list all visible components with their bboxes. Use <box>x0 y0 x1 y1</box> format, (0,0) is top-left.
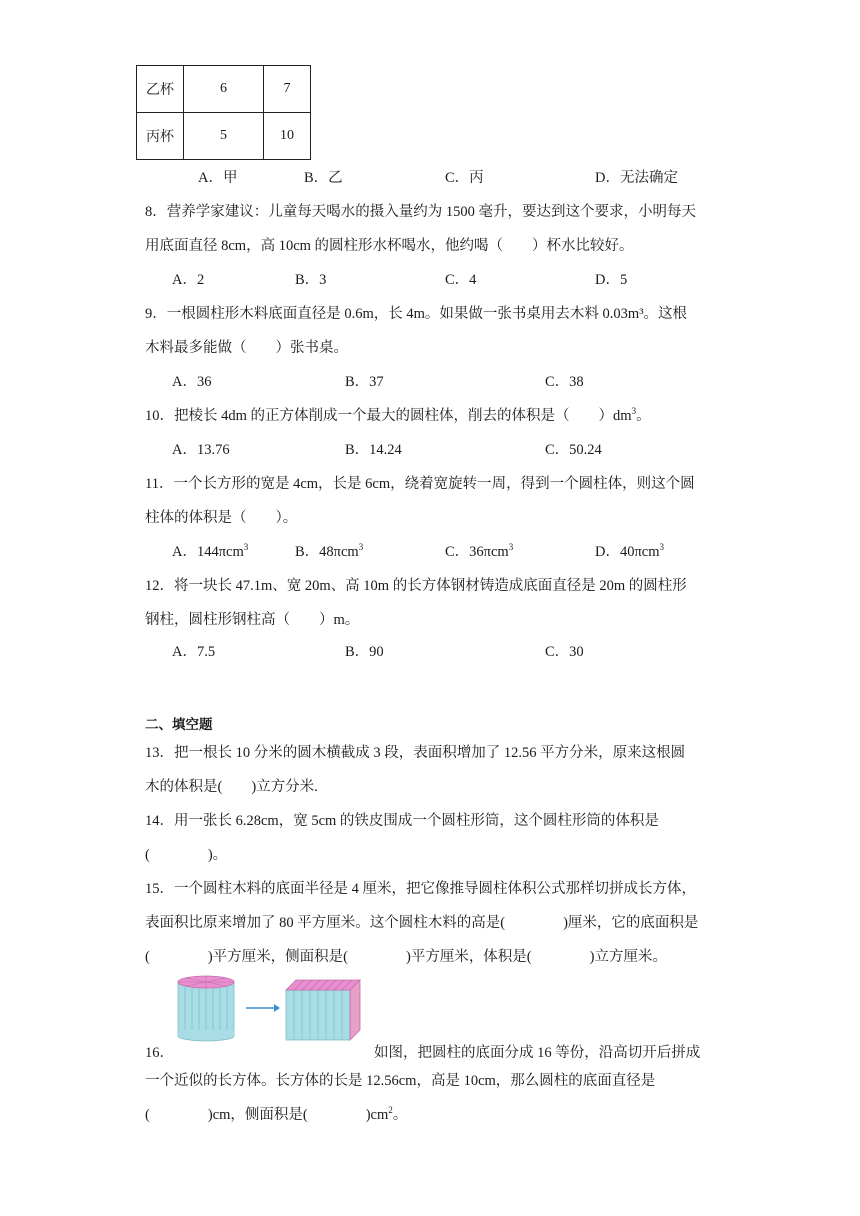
table-cell: 10 <box>264 113 311 160</box>
q11-option-b: B．48πcm$^3$ <box>295 542 364 560</box>
q9-line-2: 木料最多能做（ ）张书桌。 <box>145 340 348 356</box>
q14-line-2: ( )。 <box>145 847 228 863</box>
q10-option-a: A．13.76 <box>172 442 230 458</box>
q11-line-1: 11．一个长方形的宽是 4cm，长是 6cm，绕着宽旋转一周，得到一个圆柱体，则这个圆 <box>145 476 695 492</box>
q13-line-1: 13．把一根长 10 分米的圆木横截成 3 段，表面积增加了 12.56 平方分米，原来这根圆 <box>145 745 686 761</box>
table-cell: 7 <box>264 66 311 113</box>
q9-line-1: 9．一根圆柱形木料底面直径是 0.6m，长 4m。如果做一张书桌用去木料 0.03m³。这根 <box>145 306 688 322</box>
arrow-right-icon <box>246 1004 280 1012</box>
q16-line-3: ( )cm，侧面积是( )$cm^2$。 <box>145 1105 408 1123</box>
q11-option-d: D．40πcm$^3$ <box>595 542 665 560</box>
q10-line-1: 10．把棱长 4dm 的正方体削成一个最大的圆柱体，削去的体积是（ ）$dm^3$。 <box>145 406 651 424</box>
q9-option-c: C．38 <box>545 374 584 390</box>
q12-option-c: C．30 <box>545 644 584 660</box>
q11-line-2: 柱体的体积是（ ）。 <box>145 510 298 526</box>
q10-option-b: B．14.24 <box>345 442 402 458</box>
section-title: 二、填空题 <box>145 717 213 733</box>
table-cell: 乙杯 <box>137 66 184 113</box>
q14-line-1: 14．用一张长 6.28cm，宽 5cm 的铁皮围成一个圆柱形筒，这个圆柱形筒的体积是 <box>145 813 659 829</box>
q12-option-b: B．90 <box>345 644 384 660</box>
q8-line-1: 8．营养学家建议：儿童每天喝水的摄入量约为 1500 毫升，要达到这个要求，小明每天 <box>145 204 696 220</box>
q15-line-2: 表面积比原来增加了 80 平方厘米。这个圆柱木料的高是( )厘米，它的底面积是 <box>145 915 699 931</box>
q7-option-d: D．无法确定 <box>595 170 678 186</box>
q12-option-a: A．7.5 <box>172 644 216 660</box>
q7-option-a: A．甲 <box>198 170 238 186</box>
q16-line-2: 一个近似的长方体。长方体的长是 12.56cm，高是 10cm，那么圆柱的底面直径是 <box>145 1073 656 1089</box>
q8-option-b: B．3 <box>295 272 327 288</box>
q16-number: 16． <box>145 1045 174 1061</box>
q11-option-c: C．36πcm$^3$ <box>445 542 514 560</box>
data-table <box>136 65 311 160</box>
table-cell: 丙杯 <box>137 113 184 160</box>
cylinder-to-cuboid-figure <box>174 972 374 1044</box>
q9-option-b: B．37 <box>345 374 384 390</box>
q9-option-a: A．36 <box>172 374 212 390</box>
q16-line-1: 如图，把圆柱的底面分成 16 等份，沿高切开后拼成 <box>374 1045 701 1061</box>
q10-option-c: C．50.24 <box>545 442 602 458</box>
q8-option-a: A．2 <box>172 272 205 288</box>
q7-option-c: C．丙 <box>445 170 484 186</box>
q15-line-1: 15．一个圆柱木料的底面半径是 4 厘米，把它像推导圆柱体积公式那样切拼成长方体， <box>145 881 696 897</box>
q15-line-3: ( )平方厘米，侧面积是( )平方厘米，体积是( )立方厘米。 <box>145 949 667 965</box>
table-row <box>137 113 311 160</box>
cylinder-icon <box>178 976 234 1041</box>
q7-option-b: B．乙 <box>304 170 343 186</box>
q8-option-c: C．4 <box>445 272 477 288</box>
cuboid-icon <box>286 980 360 1040</box>
q8-line-2: 用底面直径 8cm，高 10cm 的圆柱形水杯喝水，他约喝（ ）杯水比较好。 <box>145 238 634 254</box>
q11-option-a: A．144πcm$^3$ <box>172 542 249 560</box>
q8-option-d: D．5 <box>595 272 628 288</box>
table-cell: 5 <box>184 113 264 160</box>
table-row <box>137 66 311 113</box>
q12-line-1: 12．将一块长 47.1m、宽 20m、高 10m 的长方体钢材铸造成底面直径是 20m 的圆柱形 <box>145 578 687 594</box>
table-cell: 6 <box>184 66 264 113</box>
q13-line-2: 木的体积是( )立方分米. <box>145 779 318 795</box>
q12-line-2: 钢柱，圆柱形钢柱高（ ）m。 <box>145 612 360 628</box>
